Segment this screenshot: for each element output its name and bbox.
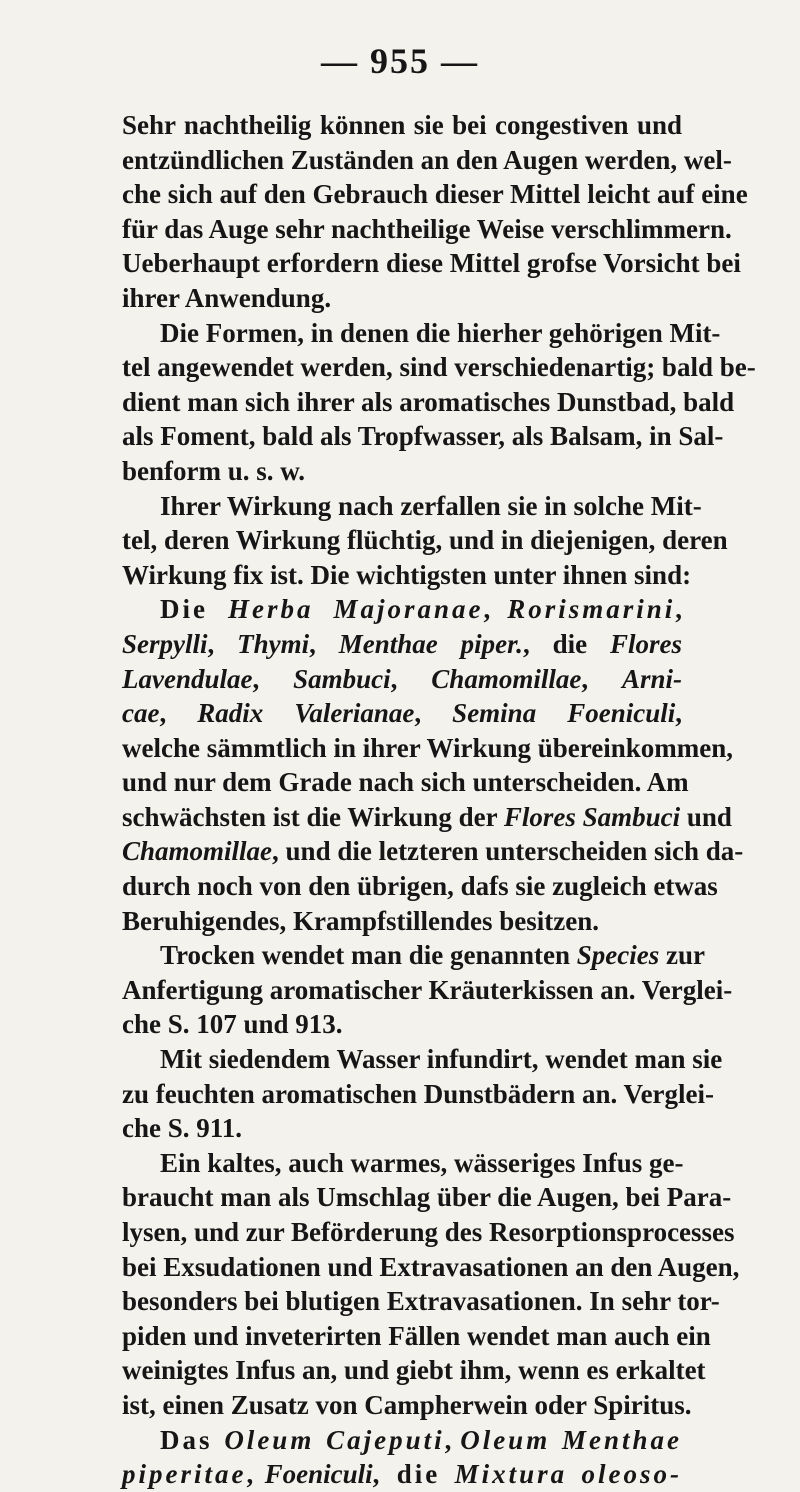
text-segment: Sehr nachtheilig können sie bei congestiven und: [122, 110, 682, 140]
text-line: [122, 1250, 740, 1285]
text-line: [122, 1146, 682, 1181]
text-segment: weinigtes Infus an, und giebt ihm, wenn es erkaltet: [122, 1355, 706, 1386]
text-segment: entzündlichen Zuständen an den Augen werden, wel-: [122, 144, 732, 175]
italic-term: Mixtura oleoso-: [454, 1459, 682, 1490]
text-segment: ,: [414, 698, 453, 729]
text-segment: für das Auge sehr nachtheilige Weise verschlimmern.: [122, 213, 732, 244]
text-segment: tel, deren Wirkung flüchtig, und in diejenigen, deren: [122, 525, 728, 556]
text-line: [122, 662, 682, 697]
text-line: [122, 1215, 735, 1250]
italic-term: Flores Sambuci: [503, 801, 681, 832]
text-segment: Die Formen, in denen die hierher gehörigen Mit-: [160, 317, 721, 348]
text-line: [122, 1111, 682, 1146]
text-segment: che S. 911.: [122, 1113, 243, 1144]
text-line: [122, 454, 682, 489]
text-segment: schwächsten ist die Wirkung der: [122, 801, 504, 832]
italic-term: Chamomillae: [431, 663, 582, 694]
text-segment: ihrer Anwendung.: [122, 282, 332, 313]
text-segment: tel angewendet werden, sind verschiedenartig; bald be-: [122, 352, 756, 383]
text-segment: piden und inveterirten Fällen wendet man auch ein: [122, 1320, 711, 1351]
text-line: [122, 108, 682, 143]
text-segment: ,: [252, 663, 294, 694]
text-line: [122, 558, 692, 593]
italic-term: Oleum Menthae: [460, 1424, 683, 1455]
text-segment: Das: [160, 1424, 225, 1455]
italic-term: Arni-: [621, 663, 682, 694]
italic-term: Menthae piper.: [338, 628, 523, 659]
italic-term: Serpylli: [122, 628, 208, 659]
text-line: [122, 869, 718, 904]
text-segment: che sich auf den Gebrauch dieser Mittel leicht auf eine: [122, 179, 748, 210]
text-segment: ,: [246, 1459, 265, 1490]
text-line: [122, 1457, 682, 1492]
text-segment: ,: [207, 628, 238, 659]
text-line: [122, 731, 734, 766]
italic-term: Rorismarini: [507, 594, 676, 625]
text-segment: , und die letzteren unterscheiden sich da-: [272, 836, 744, 867]
italic-term: cae: [122, 698, 160, 729]
text-line: [122, 1423, 682, 1458]
italic-term: Foeniculi: [264, 1459, 373, 1490]
text-segment: Wirkung fix ist. Die wichtigsten unter ihnen sind:: [122, 559, 692, 590]
text-segment: bei Exsudationen und Extravasationen an den Augen,: [122, 1251, 740, 1282]
text-segment: benform u. s. w.: [122, 455, 306, 486]
text-line: [122, 212, 732, 247]
text-line: [122, 1042, 723, 1077]
text-line: [122, 489, 702, 524]
italic-term: Oleum Cajeputi: [224, 1424, 445, 1455]
text-segment: ,: [390, 663, 432, 694]
italic-term: Radix Valerianae: [197, 698, 415, 729]
text-line: [122, 696, 682, 731]
text-segment: Ein kaltes, auch warmes, wässeriges Infus ge-: [160, 1147, 684, 1178]
text-segment: , die: [522, 628, 610, 659]
text-segment: Die: [160, 594, 228, 625]
text-line: [122, 1319, 711, 1354]
text-segment: Trocken wendet man die genannten: [160, 940, 577, 971]
text-segment: Ueberhaupt erfordern diese Mittel grofse Vorsicht bei: [122, 248, 741, 279]
text-line: [122, 350, 756, 385]
text-segment: Beruhigendes, Krampfstillendes besitzen.: [122, 905, 599, 936]
text-line: [122, 1077, 715, 1112]
text-line: [122, 938, 705, 973]
text-segment: ist, einen Zusatz von Campherwein oder Spiritus.: [122, 1389, 692, 1420]
italic-term: Semina Foeniculi: [452, 698, 676, 729]
text-line: [122, 1388, 692, 1423]
text-line: [122, 1353, 706, 1388]
text-line: [122, 834, 744, 869]
italic-term: Lavendulae: [122, 663, 253, 694]
text-segment: che S. 107 und 913.: [122, 1009, 343, 1040]
text-line: [122, 592, 682, 627]
italic-term: Chamomillae: [122, 836, 273, 867]
text-segment: zur: [659, 940, 705, 971]
text-segment: Mit siedendem Wasser infundirt, wendet man sie: [160, 1044, 723, 1075]
italic-term: Flores: [609, 628, 682, 659]
text-line: [122, 904, 682, 939]
text-segment: ,: [483, 594, 508, 625]
italic-term: Sambuci: [293, 663, 391, 694]
text-line: [122, 143, 732, 178]
text-segment: welche sämmtlich in ihrer Wirkung übereinkommen,: [122, 732, 734, 763]
text-line: [122, 1007, 682, 1042]
italic-term: Species: [576, 940, 660, 971]
text-segment: ,: [309, 628, 339, 659]
text-segment: besonders bei blutigen Extravasationen. In sehr tor-: [122, 1286, 720, 1317]
text-segment: lysen, und zur Beförderung des Resorptionsprocesses: [122, 1217, 735, 1247]
italic-term: Herba Majoranae: [227, 594, 484, 625]
text-line: [122, 246, 741, 281]
text-segment: ,: [159, 698, 198, 729]
text-segment: ,: [675, 698, 683, 729]
text-line: [122, 281, 682, 316]
text-segment: dient man sich ihrer als aromatisches Dunstbad, bald: [122, 386, 735, 417]
body-text: [122, 108, 756, 1492]
text-segment: braucht man als Umschlag über die Augen, bei Para-: [122, 1182, 732, 1213]
text-segment: zu feuchten aromatischen Dunstbädern an. Verglei-: [122, 1078, 715, 1109]
text-segment: und nur dem Grade nach sich unterscheiden. Am: [122, 767, 689, 798]
text-line: [122, 800, 732, 835]
italic-term: piperitae: [122, 1459, 247, 1490]
text-line: [122, 523, 728, 558]
text-segment: ,: [675, 594, 683, 625]
text-segment: Ihrer Wirkung nach zerfallen sie in solche Mit-: [160, 490, 702, 521]
text-line: [122, 765, 689, 800]
italic-term: Thymi: [237, 628, 310, 659]
page-number-header: — 955 —: [321, 41, 479, 81]
text-line: [122, 973, 733, 1008]
text-line: [122, 1180, 732, 1215]
text-segment: als Foment, bald als Tropfwasser, als Balsam, in Sal-: [122, 421, 724, 452]
text-line: [122, 419, 724, 454]
text-segment: durch noch von den übrigen, dafs sie zugleich etwas: [122, 871, 718, 902]
text-segment: und: [680, 801, 732, 832]
text-segment: ,: [444, 1424, 461, 1455]
text-line: [122, 316, 721, 351]
text-line: [122, 1284, 720, 1319]
text-line: [122, 627, 682, 662]
text-segment: , die: [372, 1459, 455, 1490]
text-line: [122, 177, 748, 212]
text-segment: ,: [581, 663, 622, 694]
text-segment: Anfertigung aromatischer Kräuterkissen an. Verglei-: [122, 974, 733, 1005]
text-line: [122, 385, 735, 420]
